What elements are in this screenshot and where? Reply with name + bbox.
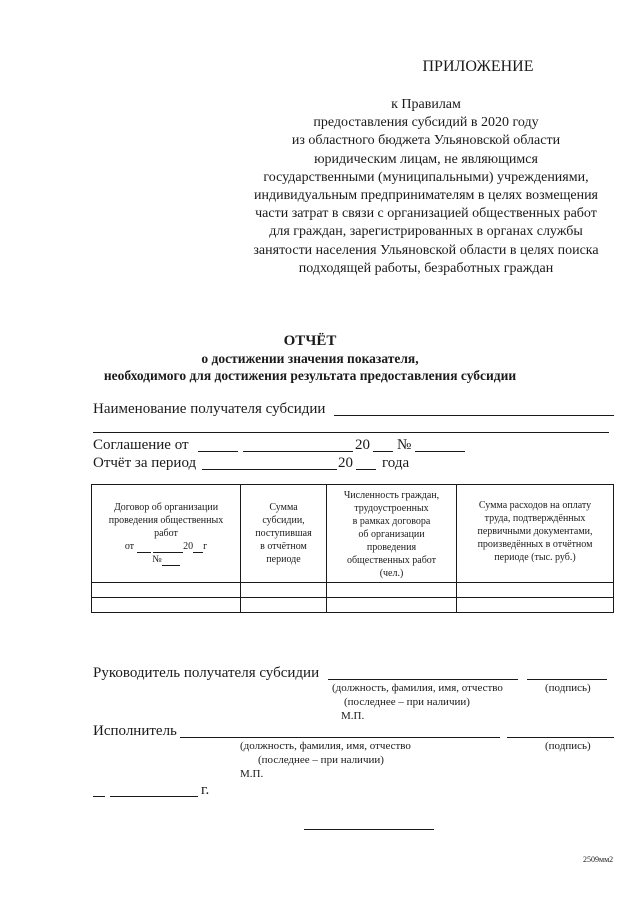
executor-signature-line[interactable] [507, 737, 614, 738]
executor-stamp: М.П. [240, 768, 264, 780]
document-code: 2509мм2 [583, 855, 614, 864]
appendix-body [230, 96, 622, 278]
recipient-input-line[interactable] [334, 415, 614, 416]
agreement-day-line[interactable] [198, 451, 238, 452]
appendix-line: части затрат в связи с организацией общественных работ [255, 206, 597, 222]
header-subsidy-amount: Сумма субсидии, поступившая в отчётном периоде [241, 485, 327, 583]
agreement-year-prefix: 20 [355, 437, 370, 453]
head-stamp: М.П. [341, 710, 365, 722]
head-name-hint: (должность, фамилия, имя, отчество [332, 682, 503, 694]
table-row [92, 583, 614, 598]
head-signature-hint: (подпись) [545, 682, 591, 694]
date-suffix: г. [201, 782, 210, 798]
agreement-label: Соглашение от [93, 437, 189, 453]
appendix-line: индивидуальным предпринимателям в целях возмещения [253, 188, 599, 204]
header-contract: Договор об организации проведения общественных работ от 20 г № [92, 485, 241, 583]
report-subtitle: о достижении значения показателя, [201, 351, 419, 366]
table-cell[interactable] [457, 598, 614, 613]
head-name-line[interactable] [328, 679, 518, 680]
contract-date: от 20 г [124, 541, 208, 552]
footer-line [304, 829, 434, 830]
executor-label: Исполнитель [93, 723, 177, 739]
report-title: ОТЧЁТ [283, 333, 337, 349]
appendix-line: подходящей работы, безработных граждан [298, 260, 554, 276]
agreement-no-label: № [397, 437, 412, 453]
table-cell[interactable] [327, 583, 457, 598]
date-month-line[interactable] [110, 796, 198, 797]
period-year-line[interactable] [356, 469, 376, 470]
appendix-line: для граждан, зарегистрированных в органах службы [269, 224, 583, 240]
head-name-hint-2: (последнее – при наличии) [344, 696, 470, 708]
report-table [91, 484, 614, 613]
table-row [92, 598, 614, 613]
appendix-line: к Правилам [391, 97, 461, 112]
period-year-prefix: 20 [338, 455, 353, 471]
agreement-no-line[interactable] [415, 451, 465, 452]
period-line[interactable] [202, 469, 337, 470]
executor-name-line[interactable] [180, 737, 500, 738]
agreement-month-line[interactable] [243, 451, 353, 452]
table-cell[interactable] [92, 598, 241, 613]
executor-name-hint-2: (последнее – при наличии) [258, 754, 384, 766]
contract-number: № [95, 553, 237, 566]
appendix-line: из областного бюджета Ульяновской области [291, 133, 561, 149]
head-label: Руководитель получателя субсидии [93, 665, 320, 681]
table-header-row [92, 485, 614, 583]
header-labor-expenses: Сумма расходов на оплату труда, подтверждённых первичными документами, произведённых в отчётном периоде (тыс. руб.) [457, 485, 614, 583]
appendix-title: ПРИЛОЖЕНИЕ [422, 58, 534, 75]
period-label: Отчёт за период [93, 455, 197, 471]
recipient-input-line-2[interactable] [93, 432, 609, 433]
report-subtitle: необходимого для достижения результата предоставления субсидии [103, 368, 517, 383]
table-cell[interactable] [457, 583, 614, 598]
appendix-line: юридическим лицам, не являющимся [314, 151, 538, 167]
period-year-suffix: года [382, 455, 410, 471]
appendix-line: предоставления субсидий в 2020 году [313, 115, 539, 131]
header-employed-count: Численность граждан, трудоустроенных в рамках договора об организации проведения общественных работ (чел.) [327, 485, 457, 583]
agreement-year-line[interactable] [373, 451, 393, 452]
table-cell[interactable] [241, 598, 327, 613]
appendix-line: занятости населения Ульяновской области в целях поиска [253, 242, 599, 258]
appendix-line: государственными (муниципальными) учреждениями, [263, 169, 589, 185]
head-signature-line[interactable] [527, 679, 607, 680]
table-cell[interactable] [241, 583, 327, 598]
table-cell[interactable] [327, 598, 457, 613]
recipient-label: Наименование получателя субсидии [93, 401, 326, 417]
executor-name-hint: (должность, фамилия, имя, отчество [240, 740, 411, 752]
executor-signature-hint: (подпись) [545, 740, 591, 752]
date-day-line[interactable] [93, 796, 105, 797]
table-cell[interactable] [92, 583, 241, 598]
